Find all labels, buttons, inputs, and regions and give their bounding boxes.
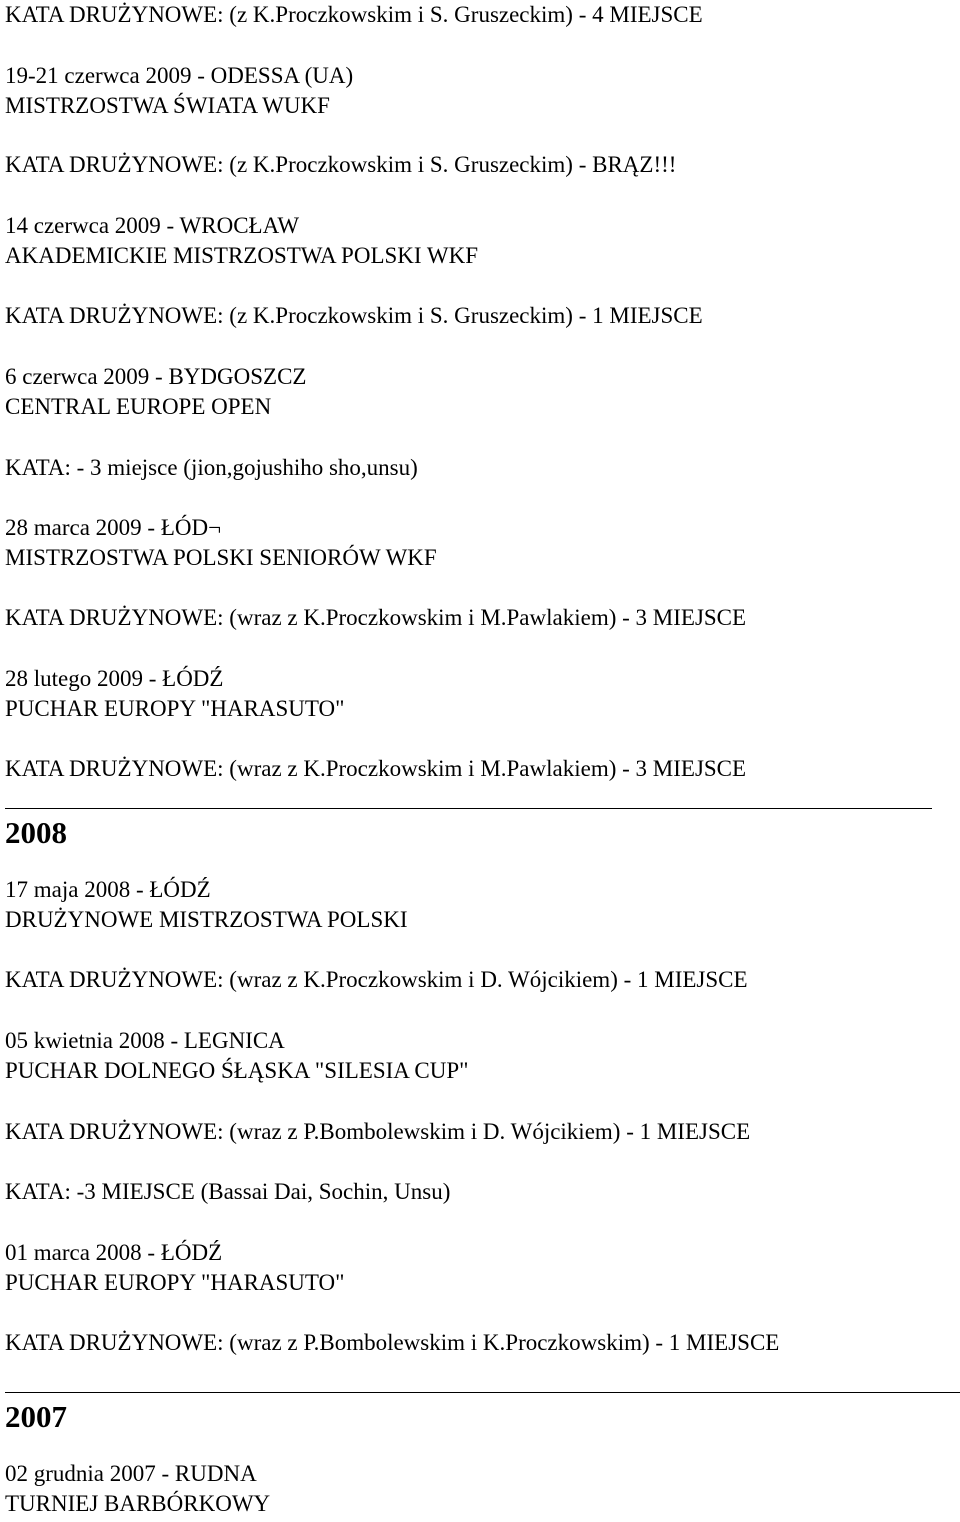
event-date-line: 02 grudnia 2007 - RUDNA <box>5 1461 257 1486</box>
event-name-line: TURNIEJ BARBÓRKOWY <box>5 1491 271 1516</box>
result-line: KATA DRUŻYNOWE: (z K.Proczkowskim i S. Gruszeckim) - BRĄZ!!! <box>5 152 677 177</box>
section-divider <box>5 1392 960 1393</box>
event-name-line: PUCHAR EUROPY "HARASUTO" <box>5 696 345 721</box>
event-name-line: MISTRZOSTWA POLSKI SENIORÓW WKF <box>5 545 437 570</box>
event-name-line: PUCHAR DOLNEGO ŚŁĄSKA "SILESIA CUP" <box>5 1058 469 1083</box>
event-date-line: 14 czerwca 2009 - WROCŁAW <box>5 213 300 238</box>
event-date-line: 28 lutego 2009 - ŁÓDŹ <box>5 666 224 691</box>
event-date-line: 01 marca 2008 - ŁÓDŹ <box>5 1240 223 1265</box>
result-line: KATA DRUŻYNOWE: (wraz z P.Bombolewskim i K.Proczkowskim) - 1 MIEJSCE <box>5 1330 780 1355</box>
event-date-line: 6 czerwca 2009 - BYDGOSZCZ <box>5 364 307 389</box>
event-date-line: 19-21 czerwca 2009 - ODESSA (UA) <box>5 63 354 88</box>
result-line: KATA: - 3 miejsce (jion,gojushiho sho,unsu) <box>5 455 418 480</box>
result-line: KATA DRUŻYNOWE: (wraz z K.Proczkowskim i M.Pawlakiem) - 3 MIEJSCE <box>5 605 747 630</box>
event-name-line: PUCHAR EUROPY "HARASUTO" <box>5 1270 345 1295</box>
event-name-line: CENTRAL EUROPE OPEN <box>5 394 272 419</box>
result-line: KATA: -3 MIEJSCE (Bassai Dai, Sochin, Unsu) <box>5 1179 451 1204</box>
event-name-line: MISTRZOSTWA ŚWIATA WUKF <box>5 93 330 118</box>
result-line: KATA DRUŻYNOWE: (wraz z P.Bombolewskim i D. Wójcikiem) - 1 MIEJSCE <box>5 1119 751 1144</box>
event-name-line: DRUŻYNOWE MISTRZOSTWA POLSKI <box>5 907 408 932</box>
result-line: KATA DRUŻYNOWE: (wraz z K.Proczkowskim i D. Wójcikiem) - 1 MIEJSCE <box>5 967 748 992</box>
event-date-line: 05 kwietnia 2008 - LEGNICA <box>5 1028 285 1053</box>
event-date-line: 17 maja 2008 - ŁÓDŹ <box>5 877 211 902</box>
section-divider <box>5 808 932 809</box>
event-name-line: AKADEMICKIE MISTRZOSTWA POLSKI WKF <box>5 243 479 268</box>
result-line: KATA DRUŻYNOWE: (z K.Proczkowskim i S. Gruszeckim) - 1 MIEJSCE <box>5 303 703 328</box>
year-heading-2007: 2007 <box>5 1399 67 1434</box>
year-heading-2008: 2008 <box>5 815 67 850</box>
result-line: KATA DRUŻYNOWE: (z K.Proczkowskim i S. Gruszeckim) - 4 MIEJSCE <box>5 2 703 27</box>
event-date-line: 28 marca 2009 - ŁÓD¬ <box>5 515 222 540</box>
result-line: KATA DRUŻYNOWE: (wraz z K.Proczkowskim i M.Pawlakiem) - 3 MIEJSCE <box>5 756 747 781</box>
